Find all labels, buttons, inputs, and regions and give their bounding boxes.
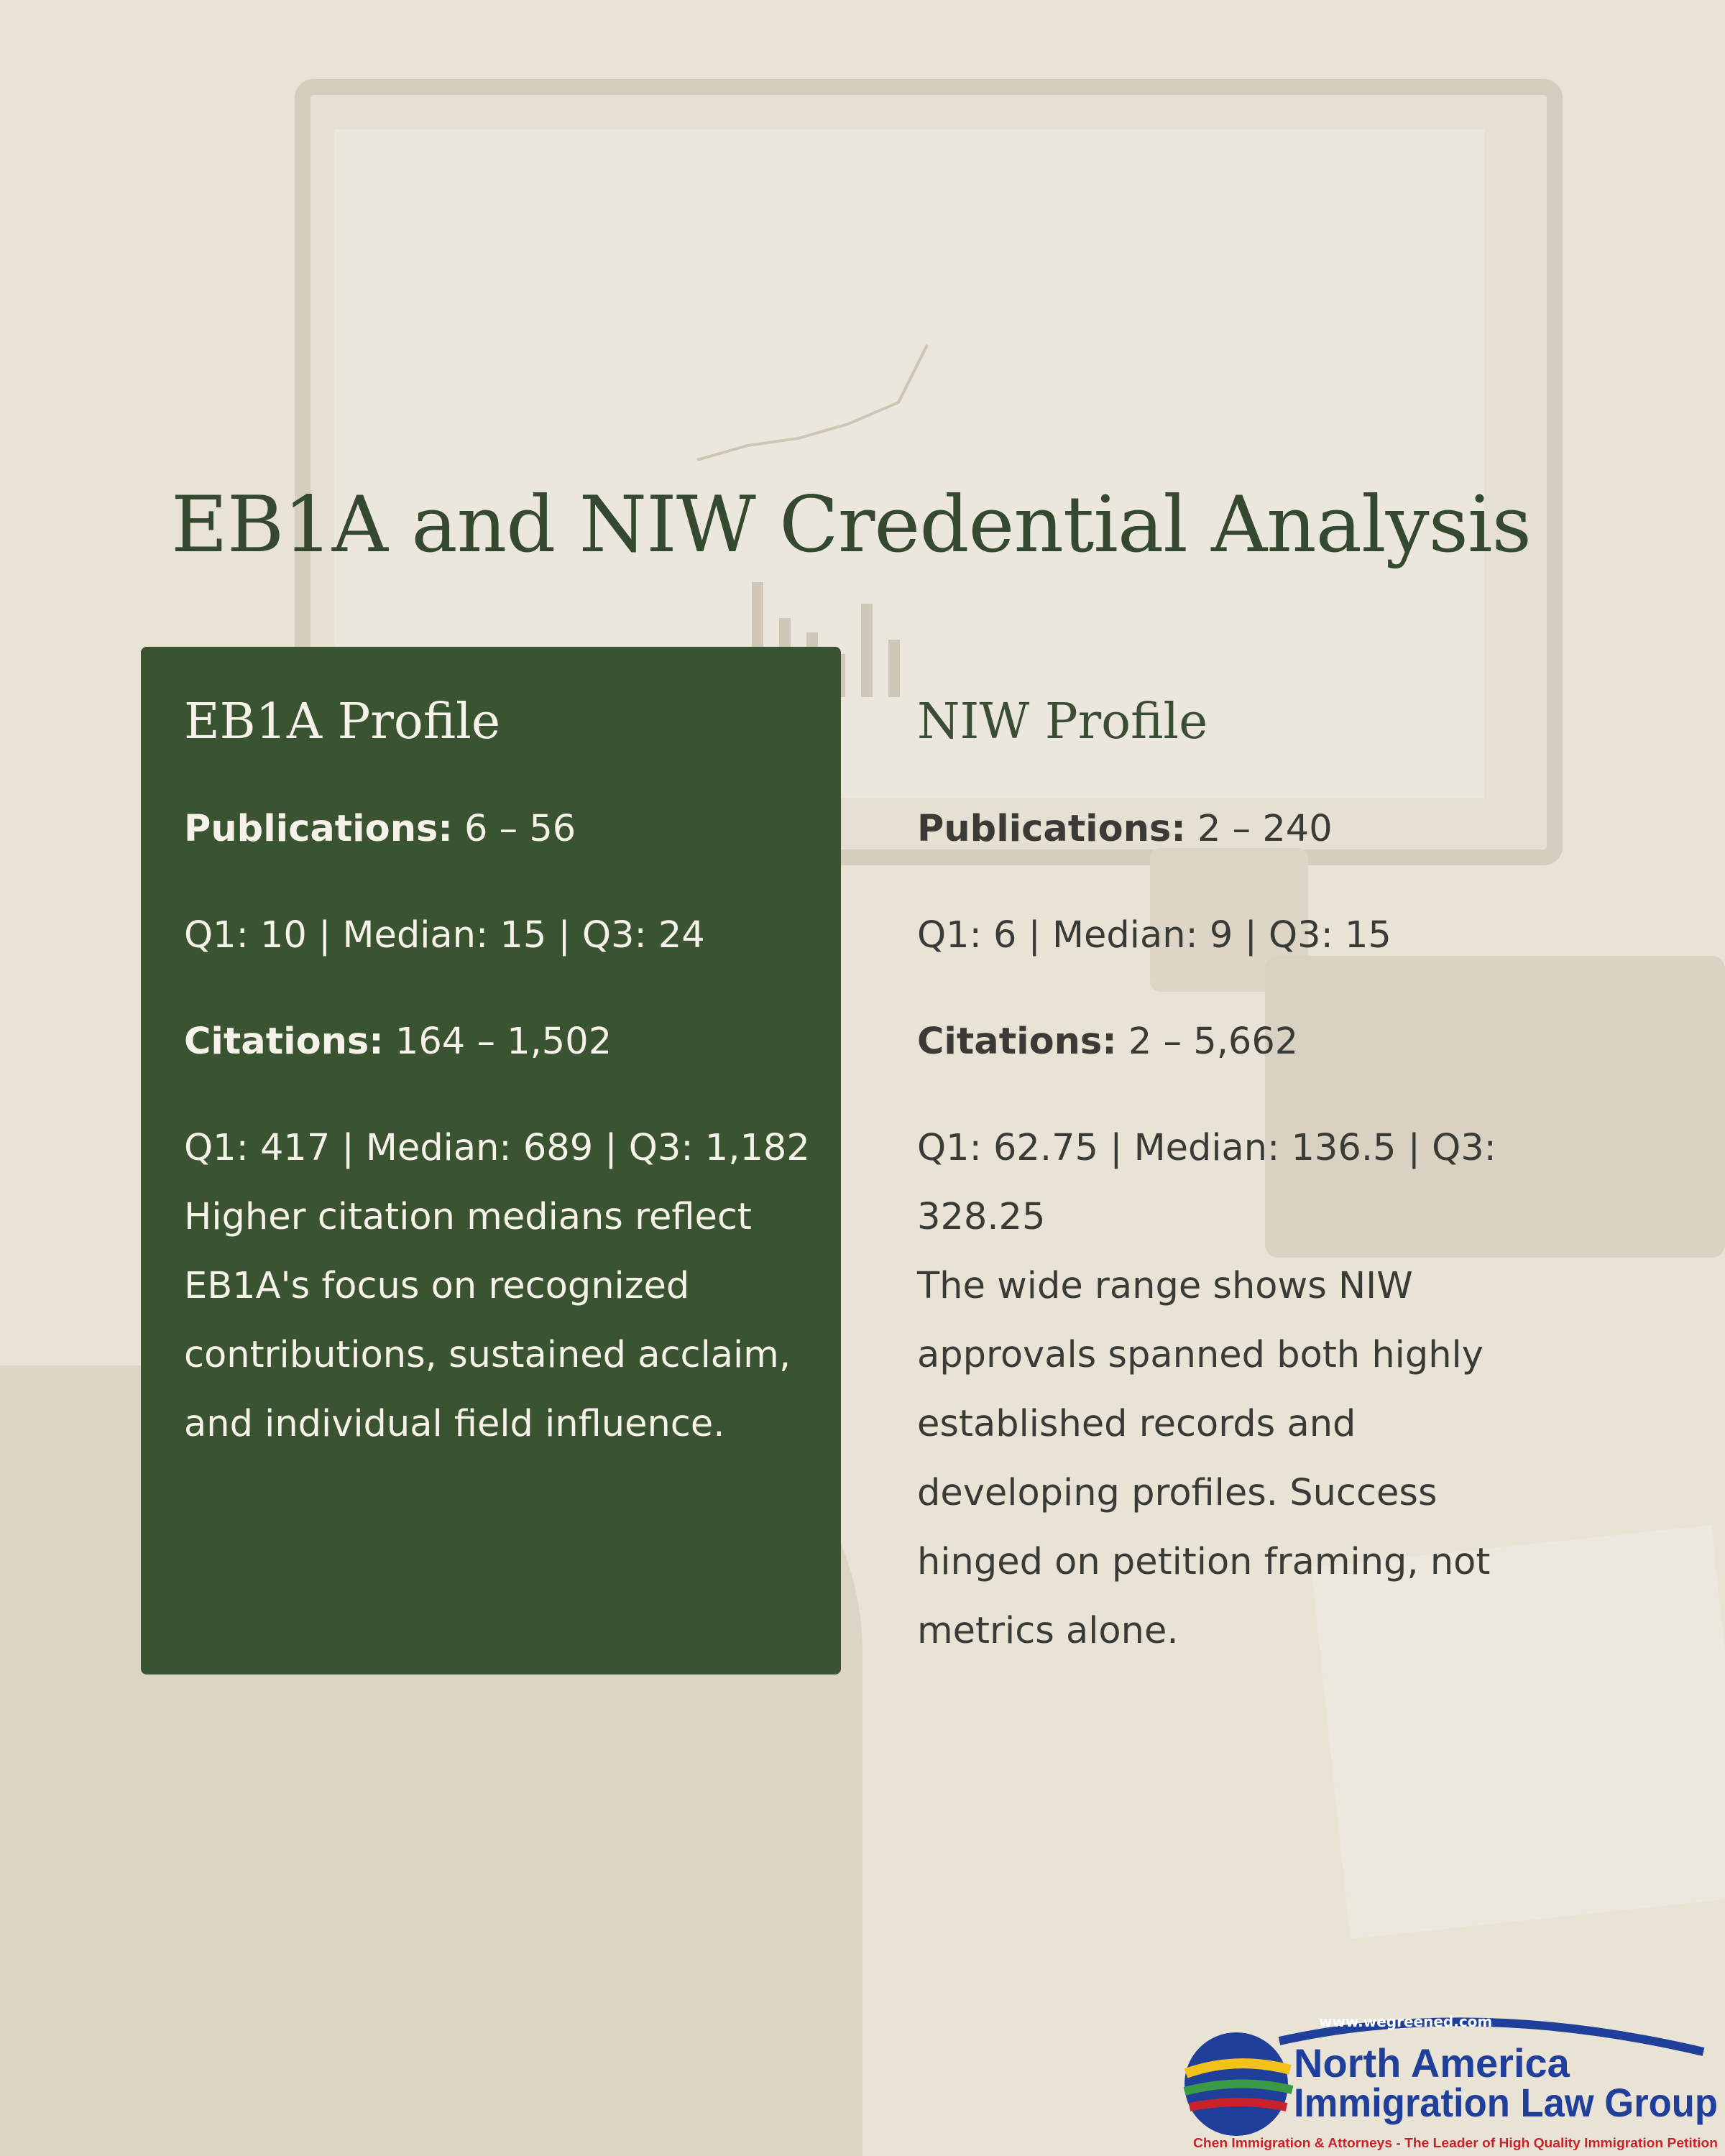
niw-publications-quartiles: Q1: 6 | Median: 9 | Q3: 15	[917, 914, 1392, 957]
niw-heading: NIW Profile	[917, 694, 1208, 750]
eb1a-citations-label: Citations:	[184, 1021, 384, 1063]
niw-publications	[917, 795, 1564, 864]
niw-citations-label: Citations:	[917, 1021, 1117, 1063]
logo-line2: Immigration Law Group	[1294, 2080, 1718, 2125]
logo-url: www.wegreened.com	[1319, 2013, 1493, 2030]
eb1a-publications-quartiles: Q1: 10 | Median: 15 | Q3: 24	[184, 914, 705, 957]
company-logo	[1172, 1991, 1725, 2156]
niw-citations-value: 2 – 5,662	[1116, 1021, 1299, 1063]
background-line-chart	[690, 338, 934, 474]
page-title: EB1A and NIW Credential Analysis	[171, 480, 1532, 570]
eb1a-publications-label: Publications:	[184, 808, 453, 850]
niw-citations-quartiles-line2: 328.25	[917, 1196, 1046, 1238]
niw-publications-label: Publications:	[917, 808, 1186, 850]
niw-citations	[917, 1008, 1564, 1077]
logo-tagline: Chen Immigration & Attorneys - The Leader of High Quality Immigration Petition	[1193, 2136, 1718, 2150]
niw-profile	[917, 690, 1564, 1666]
niw-publications-value: 2 – 240	[1185, 808, 1333, 850]
logo-line1: North America	[1294, 2040, 1570, 2086]
eb1a-citations-quartiles: Q1: 417 | Median: 689 | Q3: 1,182	[184, 1127, 810, 1169]
eb1a-publications	[184, 795, 831, 864]
eb1a-publications-value: 6 – 56	[452, 808, 576, 850]
eb1a-note: Higher citation medians reflect EB1A's focus on recognized contributions, sustained acclaim, and individual field influence.	[184, 1196, 791, 1445]
niw-citations-quartiles-line1: Q1: 62.75 | Median: 136.5 | Q3:	[917, 1127, 1496, 1169]
niw-note: The wide range shows NIW approvals spanned both highly established records and developing profiles. Success hinged on petition framing, not metrics alone.	[917, 1265, 1491, 1652]
eb1a-heading: EB1A Profile	[184, 694, 501, 750]
eb1a-citations-value: 164 – 1,502	[383, 1021, 612, 1063]
eb1a-citations	[184, 1008, 831, 1077]
eb1a-profile	[184, 690, 831, 1459]
